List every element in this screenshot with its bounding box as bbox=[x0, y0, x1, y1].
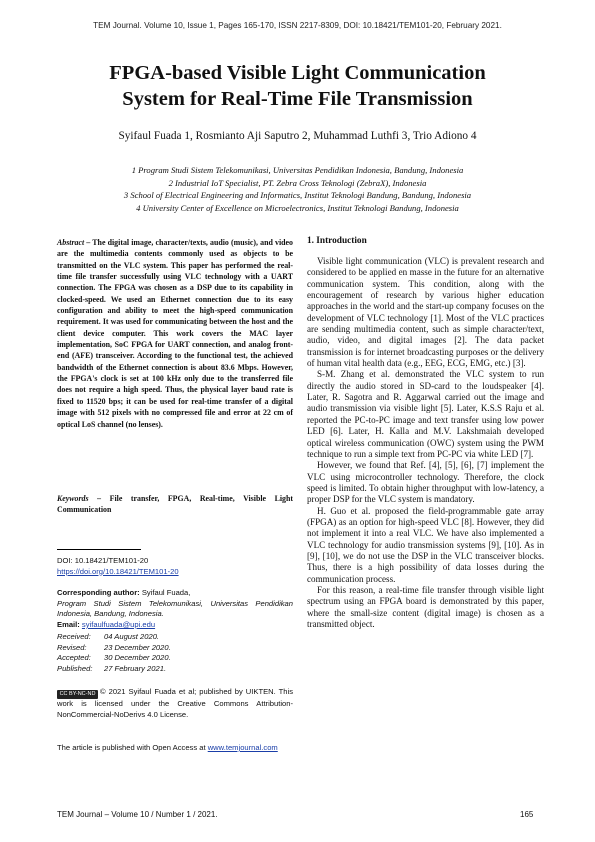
footer-journal-info: TEM Journal – Volume 10 / Number 1 / 2021. bbox=[57, 810, 218, 819]
title-line-2: System for Real-Time File Transmission bbox=[122, 88, 473, 110]
section-heading-introduction: 1. Introduction bbox=[307, 236, 367, 246]
abstract-text: The digital image, character/texts, audio (music), and video are the multimedia contents commonly used as objects to be transmitted on the VLC system. This paper has performed the real-time file transfer successfully using VLC technology with a UART connection. The FPGA was chosen as a DSP due to its capability in clocked-speed. We used an Ethernet connection due to its easy configuration and ability to meet the high-speed communication requirement. It was used for communicating between the host and the client device computer. This work covers the MAC layer implementation, SoC FPGA for UART connection, and analog front-end (AFE) transceiver. According to the functional test, the achieved bandwidth of the Ethernet connection is about 83.6 Mbps. However, the FPGA's clock is set at 100 kHz only due to the transferred file does not require a high speed. Thus, the physical layer baud rate is fixed to 11520 bps; it can be used for real-time transfer of a digital image with 512 pixels with no compressed file and error at 22 cm of optical LoS channel (no lenses). bbox=[57, 238, 293, 429]
paper-title bbox=[40, 60, 555, 112]
affiliation-1: 1 Program Studi Sistem Telekomunikasi, Universitas Pendidikan Indonesia, Bandung, Indonesia bbox=[131, 165, 464, 175]
license-block bbox=[57, 687, 293, 720]
keywords-label: Keywords – bbox=[57, 494, 102, 503]
open-access-note bbox=[57, 743, 293, 754]
date-row-revised: Revised: 23 December 2020. bbox=[57, 642, 171, 652]
corresponding-affiliation: Program Studi Sistem Telekomunikasi, Universitas Pendidikan Indonesia, Bandung, Indonesia. bbox=[57, 598, 293, 619]
date-row-published: Published: 27 February 2021. bbox=[57, 663, 167, 673]
doi-block bbox=[57, 556, 293, 577]
body-paragraph: However, we found that Ref. [4], [5], [6], [7] implement the VLC using microcontroller technology. Therefore, the clock speed is limited. To obtain higher throughput with low-latency, a proper DSP for the VLC system is mandatory. bbox=[307, 460, 544, 505]
date-row-received: Received: 04 August 2020. bbox=[57, 632, 160, 641]
affiliation-2: 2 Industrial IoT Specialist, PT. Zebra Cross Teknologi (ZebraX), Indonesia bbox=[168, 177, 427, 188]
cc-license-badge[interactable]: CC BY-NC-ND bbox=[57, 690, 98, 699]
abstract-label: Abstract – bbox=[57, 238, 91, 247]
abstract bbox=[57, 237, 293, 430]
affiliations bbox=[30, 164, 565, 214]
corresponding-author bbox=[57, 588, 293, 630]
affiliation-3: 3 School of Electrical Engineering and Informatics, Institut Teknologi Bandung, Bandung, Indonesia bbox=[123, 190, 472, 200]
body-paragraph: H. Guo et al. proposed the field-programmable gate array (FPGA) as an option for high-speed VLC [8]. However, they did not implement it into a real VLC. We have also implemented a VLC technology for audio transmission systems [9], [10]. As in [9], [10], we do not use the DSP in the VLC transceiver blocks. Thus, there is a high possibility of data losses during the communication process. bbox=[307, 505, 544, 584]
keywords bbox=[57, 493, 293, 516]
journal-link[interactable]: www.temjournal.com bbox=[207, 743, 278, 752]
open-access-text: The article is published with Open Access at bbox=[57, 743, 206, 752]
affiliation-4: 4 University Center of Excellence on Microelectronics, Institut Teknologi Bandung, Indonesia bbox=[136, 202, 459, 213]
title-line-1: FPGA-based Visible Light Communication bbox=[109, 62, 486, 84]
email-link[interactable]: syifaulfuada@upi.edu bbox=[81, 619, 156, 629]
keywords-text: File transfer, FPGA, Real-time, Visible Light Communication bbox=[57, 494, 293, 515]
body-paragraph: Visible light communication (VLC) is prevalent research and considered to be applied en masse in the future for an alternative communication system. This condition, along with the encouragement of research by various higher education approaches in the world and the start-up company focuses on the development of VLC technology [1]. Most of the VLC practices are sending multimedia content, such as simple character/text, audio, video, and digital images [2]. The data packet transmission is for internet broadcasting purposes or the delivery of human vital health data (e.g., EEG, ECG, EMG, etc.) [3]. bbox=[307, 256, 544, 369]
license-text: © 2021 Syifaul Fuada et al; published by UIKTEN. This work is licensed under the Creative Commons Attribution-NonCommercial-NoDerivs 4.0 License. bbox=[57, 687, 293, 719]
page-number: 165 bbox=[520, 810, 534, 819]
body-paragraph: For this reason, a real-time file transfer through visible light spectrum using an FPGA board is demonstrated by this paper, where the small-size content (digital image) is chosen as a transmitted object. bbox=[307, 584, 544, 629]
introduction-body bbox=[307, 256, 544, 630]
publication-dates bbox=[57, 632, 293, 674]
doi-text: DOI: 10.18421/TEM101-20 bbox=[57, 556, 149, 565]
running-header: TEM Journal. Volume 10, Issue 1, Pages 165-170, ISSN 2217-8309, DOI: 10.18421/TEM101-20, February 2021. bbox=[93, 21, 502, 30]
author-list: Syifaul Fuada 1, Rosmianto Aji Saputro 2, Muhammad Luthfi 3, Trio Adiono 4 bbox=[118, 130, 477, 142]
corresponding-name: Syifaul Fuada, bbox=[141, 588, 191, 597]
email-label: Email: bbox=[57, 619, 80, 629]
doi-link[interactable]: https://doi.org/10.18421/TEM101-20 bbox=[57, 566, 179, 576]
body-paragraph: S-M. Zhang et al. demonstrated the VLC system to run directly the audio stored in SD-card to the loudspeaker [4]. Later, R. Sagotra and R. Aggarwal carried out the image and audio transmission via visible light [5]. Later, K.S.S Raju et al. reported the PC-to-PC image and text transfer using low power LED [6]. Later, H. Kalla and M.V. Lakshmaiah developed optical wireless communication (OWC) system using the PWM technique to run a simple text from PC-PC via white LED [7]. bbox=[307, 369, 544, 459]
footnote-divider bbox=[57, 549, 141, 550]
date-row-accepted: Accepted: 30 December 2020. bbox=[57, 653, 171, 663]
corresponding-label: Corresponding author: bbox=[57, 588, 140, 597]
